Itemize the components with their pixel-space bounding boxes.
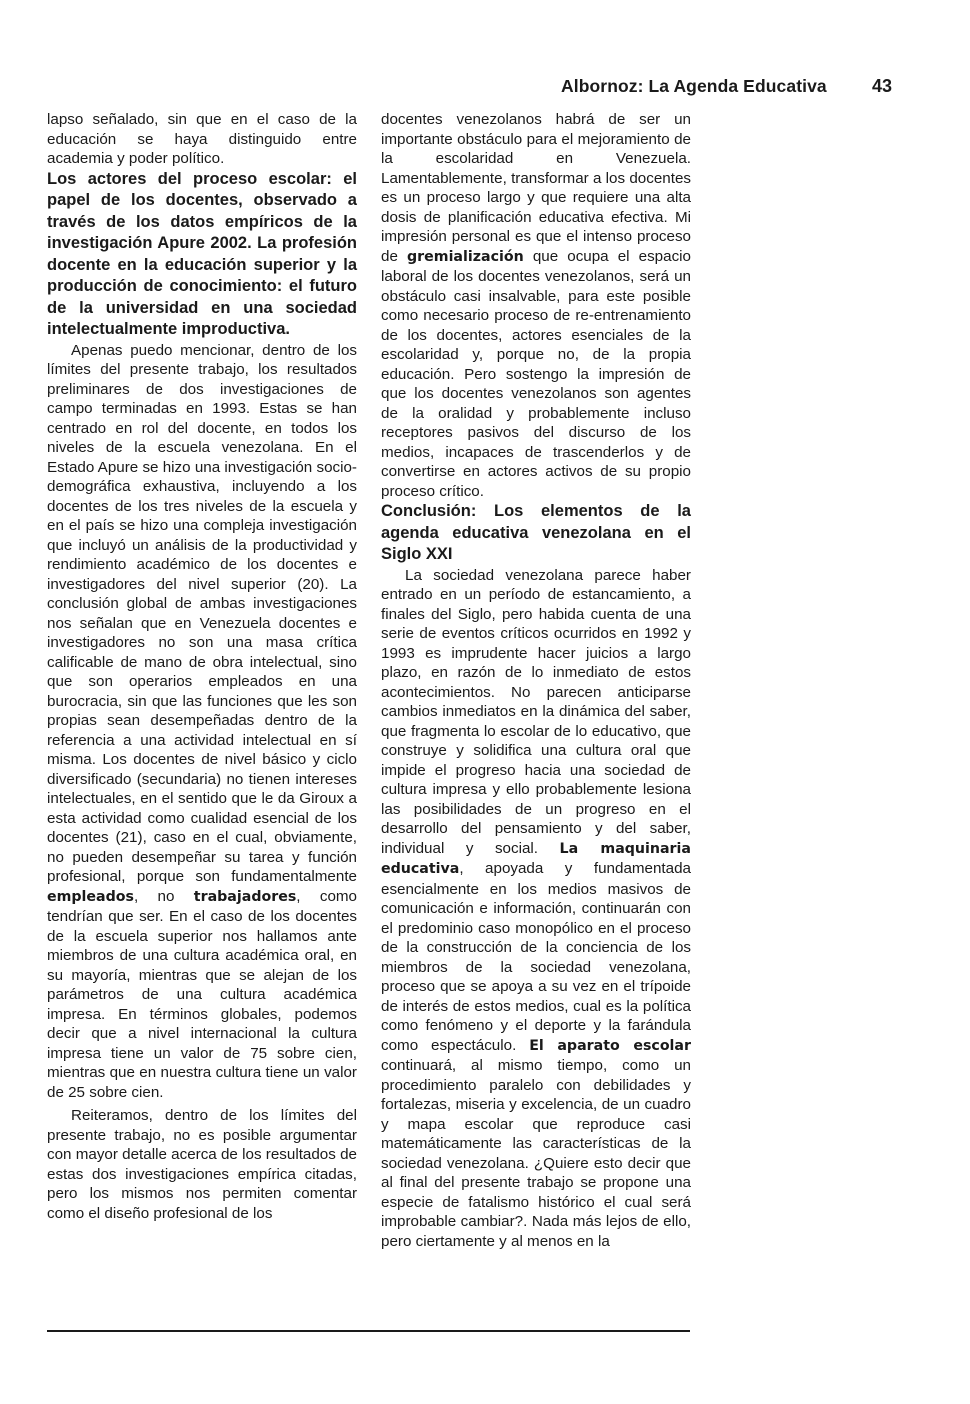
emphasis-maquinaria: La maquinaria educativa: [381, 840, 691, 877]
paragraph-continuation: [381, 110, 691, 501]
emphasis-gremializacion: gremialización: [407, 248, 524, 265]
section-heading-conclusion: Conclusión: Los elementos de la agenda educativa venezolana en el Siglo XXI: [381, 502, 691, 563]
footer-rule: [47, 1330, 690, 1332]
paragraph-text: , apoyada y fundamentada esencialmente en los medios masivos de comunicación e información, continuarán con el predominio caso monopólico en el proceso de la construcción de la conciencia de los miembros de la sociedad venezolana, proceso que se apoya a su vez en el trípoide de interés de estos medios, cual es la política como fenómeno y el deporte y la farándula como espectáculo.: [381, 860, 691, 1054]
running-title: Albornoz: La Agenda Educativa: [561, 76, 827, 96]
paragraph-text: que ocupa el espacio laboral de los docentes venezolanos, será un obstáculo casi insalvable, para este posible como necesario proceso de re-entrenamiento de los docentes, actores esenciales de la escolaridad y, porque no, de la propia educación. Pero sostengo la impresión de que los docentes venezolanos son agentes de la oralidad y probablemente incluso receptores pasivos del discurso de los medios, incapaces de trascenderlos y de convertirse en actores activos de su propio proceso crítico.: [381, 247, 691, 500]
paragraph-text: continuará, al mismo tiempo, como un procedimiento paralelo con debilidades y fortalezas, miseria y excelencia, de un cuadro y mapa escolar que reproduce casi matemáticamente las características de la sociedad venezolana. ¿Quiere esto decir que al final del presente trabajo se propone una especie de fatalismo histórico el cual será improbable cambiar?. Nada más lejos de ello, pero ciertamente y al menos en la: [381, 1057, 691, 1250]
paragraph-reiteramos: Reiteramos, dentro de los límites del presente trabajo, no es posible argumentar con mayor detalle acerca de los resultados de estas dos investigaciones empírica citadas, pero los mismos nos permiten comentar como el diseño profesional de los: [47, 1107, 357, 1222]
intro-paragraph: lapso señalado, sin que en el caso de la educación se haya distinguido entre academia y poder político.: [47, 111, 357, 167]
paragraph-text: , no: [133, 887, 175, 905]
paragraph-text: Apenas puedo mencionar, dentro de los límites del presente trabajo, los resultados preliminares de dos investigaciones de campo terminadas en 1993. Estas se han centrado en rol del docente, en todos los niveles de la escuela venezolana. En el Estado Apure se hizo una investigación socio-demográfica exhaustiva, incluyendo a los docentes de los tres niveles de la escuela y en el país se hizo una compleja investigación que incluyó un análisis de la productividad y rendimiento académico de los docentes e investigadores del nivel superior (20). La conclusión global de ambas investigaciones nos señalan que en Venezuela docentes e investigadores no son una masa crítica calificable de mano de obra intelectual, sino que son operarios empleados en una burocracia, sin que las funciones que les son propias sean desempeñadas dentro de la referencia a una actividad intelectual en sí misma. Los docentes de nivel básico y ciclo diversificado (secundaria) no tienen intereses intelectuales, en el sentido que le da Giroux a esta actividad como cualidad esencial de los docentes (21), caso en el cual, obviamente, no pueden desempeñar su tarea y función profesional, porque son fundamentalmente: [47, 341, 357, 885]
page-number: 43: [872, 76, 893, 96]
paragraph-conclusion: [381, 566, 691, 1252]
paragraph-text: La sociedad venezolana parece haber entrado en un período de estancamiento, a finales del Siglo, pero habida cuenta de una serie de eventos críticos ocurridos en 1992 y 1993 es imprudente hacer juicios a largo plazo, en razón de lo inmediato de estos acontecimientos. No parecen anticiparse cambios inmediatos en la dinámica del saber, que fragmenta lo escolar de lo educativo, que construye y solidifica una cultura oral que impide el progreso hacia una sociedad de cultura impresa y ello probablemente lesiona las posibilidades de un progreso en el desarrollo del pensamiento y del saber, individual y social.: [381, 566, 691, 857]
right-column: [381, 110, 691, 1251]
section-heading-actores: Los actores del proceso escolar: el papel de los docentes, observado a través de los datos empíricos de la investigación Apure 2002. La profesión docente en la educación superior y la producción de conocimiento: el futuro de la universidad en una sociedad intelectualmente improductiva.: [47, 169, 357, 338]
paragraph-text: , como tendrían que ser. En el caso de los docentes de la escuela superior nos hallamos ante miembros de una cultura académica oral, en su mayoría, mientras que se alejan de los parámetros de una cultura académica impresa. En términos globales, podemos decir que a nivel internacional la cultura impresa tiene un valor de 75 sobre cien, mientras que en nuestra cultura tiene un valor de 25 sobre cien.: [47, 887, 357, 1101]
emphasis-aparato: El aparato escolar: [529, 1037, 691, 1054]
paragraph-actores: [47, 341, 357, 1103]
emphasis-empleados: empleados: [47, 888, 134, 905]
paragraph-text: docentes venezolanos habrá de ser un importante obstáculo para el mejoramiento de la escolaridad en Venezuela. Lamentablemente, transformar a los docentes es un proceso largo y que requiere una alta dosis de planificación educativa efectiva. Mi impresión personal es que el intenso proceso de: [381, 111, 691, 265]
emphasis-trabajadores: trabajadores: [193, 888, 297, 905]
left-column: [47, 110, 357, 1223]
